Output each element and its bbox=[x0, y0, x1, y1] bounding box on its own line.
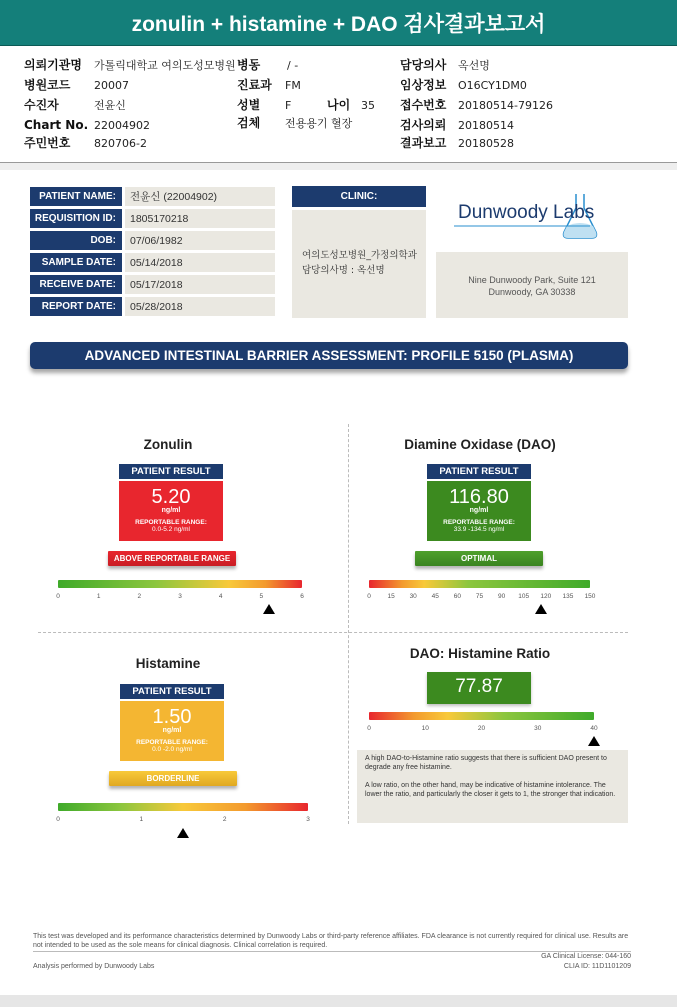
dao-tick-label: 15 bbox=[387, 593, 395, 600]
patient-info-row bbox=[30, 209, 275, 228]
accession-value: 20180514-79126 bbox=[458, 99, 553, 112]
footer-clia: CLIA ID: 11D1101209 bbox=[563, 963, 631, 970]
dao-result-box bbox=[427, 481, 531, 541]
zonulin-tick-label: 3 bbox=[178, 593, 182, 600]
zonulin-value: 5.20 bbox=[151, 486, 191, 508]
dao-scale-bar bbox=[369, 580, 590, 588]
patient-info-row bbox=[30, 275, 275, 294]
histamine-value: 1.50 bbox=[152, 706, 192, 728]
zonulin-tick-label: 5 bbox=[259, 593, 264, 600]
report-date-value: 20180528 bbox=[458, 137, 514, 150]
lab-address-line-2: Dunwoody, GA 30338 bbox=[488, 287, 576, 297]
page-bottom-strip bbox=[0, 995, 677, 1007]
histamine-result-box bbox=[120, 701, 224, 761]
patient-info-row bbox=[30, 187, 275, 206]
zonulin-range-label: REPORTABLE RANGE: bbox=[135, 519, 207, 526]
dao-tick-label: 60 bbox=[453, 593, 462, 600]
panel-divider-vertical bbox=[348, 424, 349, 824]
specimen-label: 검체 bbox=[237, 116, 261, 130]
zonulin-tick-label: 2 bbox=[137, 593, 142, 600]
dao-unit: ng/ml bbox=[469, 507, 489, 514]
dao-tick-label: 45 bbox=[431, 593, 439, 600]
histamine-result-head: PATIENT RESULT bbox=[120, 684, 224, 701]
lab-address bbox=[436, 252, 628, 318]
histamine-title: Histamine bbox=[135, 656, 201, 671]
zonulin-scale-bar bbox=[58, 580, 302, 588]
patient-name-value: 전윤신 (22004902) bbox=[125, 187, 275, 206]
receive-date-label: RECEIVE DATE: bbox=[30, 275, 122, 294]
resident-no-value: 820706-2 bbox=[94, 137, 147, 150]
dao-range-label: REPORTABLE RANGE: bbox=[443, 519, 515, 526]
histamine-axis bbox=[58, 816, 308, 846]
lab-address-line-1: Nine Dunwoody Park, Suite 121 bbox=[468, 275, 596, 285]
specimen-value: 전용용기 혈장 bbox=[285, 117, 353, 130]
patient-value: 전윤신 bbox=[94, 99, 126, 112]
zonulin-range: 0.0-5.2 ng/ml bbox=[152, 526, 190, 533]
patient-info-row bbox=[30, 231, 275, 250]
sex-label: 성별 bbox=[237, 98, 261, 112]
ratio-tick-label: 20 bbox=[477, 725, 486, 732]
histamine-tick-label: 1 bbox=[139, 816, 144, 823]
dao-status-badge: OPTIMAL bbox=[415, 551, 543, 566]
dao-range: 33.9 -134.5 ng/ml bbox=[453, 526, 505, 533]
dao-result-head: PATIENT RESULT bbox=[427, 464, 531, 481]
dao-tick-label: 150 bbox=[584, 593, 596, 600]
ratio-explanation bbox=[357, 750, 628, 823]
ratio-result-box bbox=[427, 672, 531, 704]
dao-tick-label: 135 bbox=[562, 593, 574, 600]
patient-info-row bbox=[30, 253, 275, 272]
zonulin-axis bbox=[58, 593, 302, 623]
dao-axis bbox=[367, 593, 596, 623]
report-date-label: REPORT DATE: bbox=[30, 297, 122, 316]
zonulin-unit: ng/ml bbox=[161, 507, 181, 514]
zonulin-tick-label: 6 bbox=[300, 593, 304, 600]
receive-date-value: 05/17/2018 bbox=[125, 275, 275, 294]
age-label: 나이 bbox=[327, 98, 351, 112]
histamine-status-badge: BORDERLINE bbox=[109, 771, 237, 786]
footer-license: GA Clinical License: 044-160 bbox=[541, 953, 631, 960]
zonulin-result-box bbox=[119, 481, 223, 541]
chart-no-label: Chart No. bbox=[24, 118, 89, 132]
dao-tick-label: 30 bbox=[409, 593, 417, 600]
dao-tick-label: 90 bbox=[497, 593, 506, 600]
footer-divider bbox=[33, 951, 631, 952]
ratio-title: DAO: Histamine Ratio bbox=[409, 646, 551, 661]
zonulin-title: Zonulin bbox=[143, 437, 193, 452]
ratio-tick-label: 30 bbox=[534, 725, 542, 732]
chart-no-value: 22004902 bbox=[94, 119, 150, 132]
dao-tick-label: 120 bbox=[540, 593, 552, 600]
hospital-label: 의뢰기관명 bbox=[24, 58, 82, 72]
report-date-label: 결과보고 bbox=[400, 136, 447, 150]
request-date-label: 검사의뢰 bbox=[400, 118, 447, 132]
panel-divider-horizontal bbox=[38, 632, 628, 633]
hospital-value: 가톨릭대학교 여의도성모병원 bbox=[94, 59, 236, 72]
ratio-scale-bar bbox=[369, 712, 594, 720]
patient-info-table bbox=[30, 187, 275, 316]
age-value: 35 bbox=[361, 99, 375, 112]
ratio-note-paragraph-1: A high DAO-to-Histamine ratio suggests that there is sufficient DAO present to degrade any free histamine. bbox=[365, 755, 607, 771]
resident-no-label: 주민번호 bbox=[24, 136, 71, 150]
footer-performed-by: Analysis performed by Dunwoody Labs bbox=[33, 963, 155, 970]
footer-disclaimer: This test was developed and its performance characteristics determined by Dunwoody Labs or third-party reference affiliates. FDA clearance is not currently required for clinical use. Results are not intended to be used as the sole means for clinical diagnosis. Clinical correlation is required. bbox=[33, 933, 629, 949]
dao-title: Diamine Oxidase (DAO) bbox=[404, 437, 556, 452]
accession-label: 접수번호 bbox=[400, 98, 447, 112]
hospital-code-label: 병원코드 bbox=[24, 78, 71, 92]
histamine-unit: ng/ml bbox=[162, 727, 182, 734]
ratio-tick-label: 40 bbox=[590, 725, 598, 732]
dob-label: DOB: bbox=[30, 231, 122, 250]
assessment-banner: ADVANCED INTESTINAL BARRIER ASSESSMENT: PROFILE 5150 (PLASMA) bbox=[30, 342, 628, 369]
zonulin-result-head: PATIENT RESULT bbox=[119, 464, 223, 481]
sample-date-label: SAMPLE DATE: bbox=[30, 253, 122, 272]
ratio-tick-label: 0 bbox=[367, 725, 371, 732]
ratio-axis bbox=[367, 725, 598, 749]
doctor-value: 옥선명 bbox=[458, 59, 490, 72]
dunwoody-logo bbox=[440, 190, 620, 240]
sex-value: F bbox=[285, 99, 292, 112]
ratio-result-marker bbox=[588, 736, 600, 746]
clinic-box bbox=[292, 210, 426, 318]
ratio-value: 77.87 bbox=[455, 676, 503, 697]
dao-tick-label: 0 bbox=[367, 593, 371, 600]
dao-tick-label: 105 bbox=[518, 593, 530, 600]
histamine-scale-bar bbox=[58, 803, 308, 811]
header-divider bbox=[0, 162, 677, 170]
dao-tick-label: 75 bbox=[475, 593, 484, 600]
ward-value: / - bbox=[287, 59, 299, 72]
histamine-tick-label: 0 bbox=[56, 816, 60, 823]
requisition-id-label: REQUISITION ID: bbox=[30, 209, 122, 228]
dob-value: 07/06/1982 bbox=[125, 231, 275, 250]
report-date-value: 05/28/2018 bbox=[125, 297, 275, 316]
doctor-label: 담당의사 bbox=[400, 58, 447, 72]
ratio-tick-label: 10 bbox=[421, 725, 429, 732]
clinic-line-2: 담당의사명 : 옥선명 bbox=[302, 265, 385, 276]
hospital-code-value: 20007 bbox=[94, 79, 129, 92]
zonulin-result-marker bbox=[263, 604, 275, 614]
lab-name: Dunwoody Labs bbox=[458, 202, 595, 223]
zonulin-tick-label: 1 bbox=[96, 593, 101, 600]
report-title: zonulin + histamine + DAO 검사결과보고서 bbox=[0, 0, 677, 46]
ward-label: 병동 bbox=[237, 58, 261, 72]
zonulin-tick-label: 0 bbox=[56, 593, 60, 600]
clinical-info-label: 임상정보 bbox=[400, 78, 447, 92]
histamine-result-marker bbox=[177, 828, 189, 838]
department-value: FM bbox=[285, 79, 301, 92]
zonulin-status-badge: ABOVE REPORTABLE RANGE bbox=[108, 551, 236, 566]
dao-value: 116.80 bbox=[449, 486, 509, 508]
dao-result-marker bbox=[535, 604, 547, 614]
histamine-tick-label: 3 bbox=[306, 816, 310, 823]
histamine-range-label: REPORTABLE RANGE: bbox=[136, 739, 208, 746]
histamine-tick-label: 2 bbox=[222, 816, 227, 823]
ratio-note-paragraph-2: A low ratio, on the other hand, may be indicative of histamine intolerance. The lower the ratio, and particularly the closer it gets to 1, the stronger that indication. bbox=[365, 782, 616, 798]
clinical-info-value: O16CY1DM0 bbox=[458, 79, 527, 92]
request-date-value: 20180514 bbox=[458, 119, 514, 132]
histamine-range: 0.0 -2.0 ng/ml bbox=[152, 746, 192, 753]
department-label: 진료과 bbox=[237, 78, 272, 92]
patient-label: 수진자 bbox=[24, 98, 59, 112]
patient-info-row bbox=[30, 297, 275, 316]
zonulin-tick-label: 4 bbox=[218, 593, 223, 600]
patient-name-label: PATIENT NAME: bbox=[30, 187, 122, 206]
requisition-id-value: 1805170218 bbox=[125, 209, 275, 228]
clinic-line-1: 여의도성모병원_가정의학과 bbox=[302, 250, 417, 261]
sample-date-value: 05/14/2018 bbox=[125, 253, 275, 272]
clinic-label: CLINIC: bbox=[292, 186, 426, 207]
